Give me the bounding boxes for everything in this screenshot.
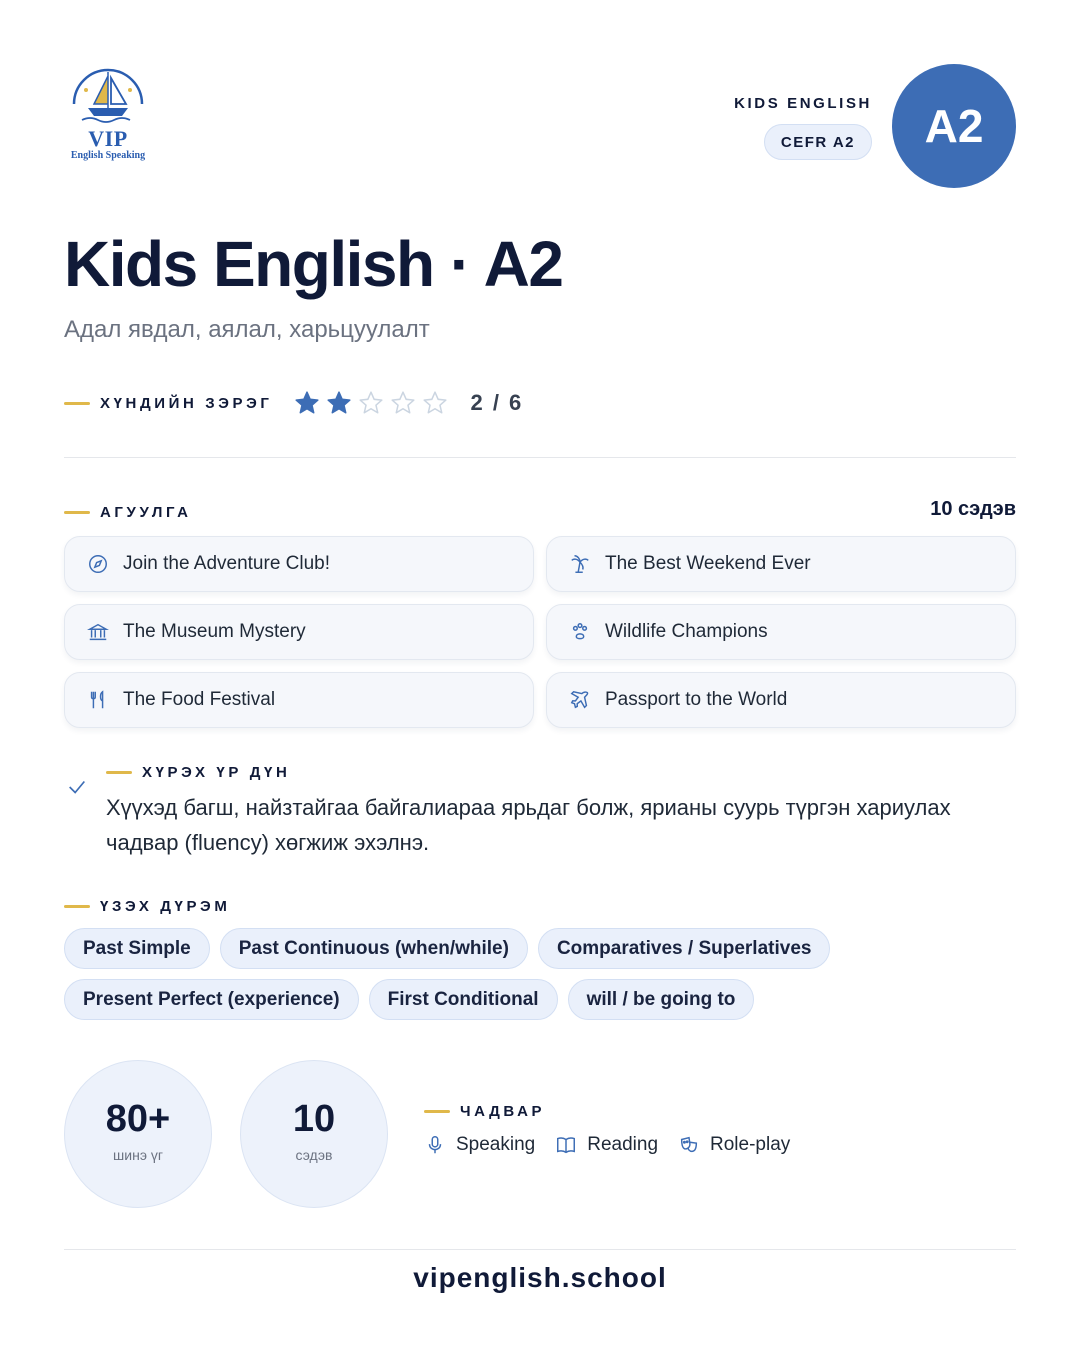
vip-logo [62,64,156,164]
skills-list [424,1134,810,1156]
topic-card [64,672,534,728]
star-filled-icon [294,390,320,416]
skills-label [424,1103,545,1120]
accent-dash [64,511,90,514]
outcome-label-text: ХҮРЭХ ҮР ДҮН [142,764,291,781]
difficulty-label [64,395,272,412]
accent-dash [106,771,132,774]
grammar-label [64,898,230,915]
stat-caption: шинэ үг [113,1147,163,1163]
museum-icon [87,621,109,643]
skill-item [555,1134,658,1156]
divider [64,457,1016,458]
palm-tree-icon [569,553,591,575]
microphone-icon [424,1134,446,1156]
star-empty-icon [358,390,384,416]
grammar-pill: First Conditional [369,979,558,1020]
grammar-pills [64,928,1016,1020]
difficulty-rating [64,388,523,418]
topic-card [546,536,1016,592]
logo-subtext: English Speaking [70,150,146,161]
stat-value: 80+ [105,1098,171,1140]
plane-icon [569,689,591,711]
book-icon [555,1134,577,1156]
star-filled-icon [326,390,352,416]
skill-label: Role-play [710,1134,791,1155]
topic-label: Wildlife Champions [605,621,768,642]
paw-icon [569,621,591,643]
grammar-pill: will / be going to [568,979,755,1020]
skill-item [424,1134,535,1156]
sailboat-logo-icon [68,64,148,126]
topic-label: The Best Weekend Ever [605,553,811,574]
stat-caption: сэдэв [295,1147,333,1163]
topic-grid [64,536,1016,728]
difficulty-label-text: ХҮНДИЙН ЗЭРЭГ [100,394,273,412]
skill-item [678,1134,790,1156]
stat-topics [240,1060,388,1208]
compass-icon [87,553,109,575]
topic-label: The Museum Mystery [123,621,306,642]
logo-text: VIP [88,126,128,151]
skills-label-text: ЧАДВАР [460,1103,546,1120]
contents-label [64,504,192,521]
utensils-icon [87,689,109,711]
outcome-text: Хүүхэд багш, найзтайгаа байгалиараа ярьдаг болж, ярианы суурь түргэн хариулах чадвар (fluency) хөгжиж эхэлнэ. [106,795,951,855]
stat-vocabulary [64,1060,212,1208]
contents-label-text: АГУУЛГА [100,504,192,521]
grammar-label-text: ҮЗЭХ ДҮРЭМ [100,898,231,915]
level-badge: A2 [892,64,1016,188]
grammar-pill: Past Simple [64,928,210,969]
check-icon [66,776,88,798]
topic-card [64,604,534,660]
page-title: Kids English · A2 [64,228,563,300]
topic-card [64,536,534,592]
accent-dash [64,905,90,908]
outcome-label [106,764,290,781]
topic-label: Passport to the World [605,689,788,710]
difficulty-value: 2 / 6 [470,390,524,415]
topic-card [546,672,1016,728]
topic-label: The Food Festival [123,689,276,710]
star-empty-icon [390,390,416,416]
grammar-pill: Present Perfect (experience) [64,979,359,1020]
skill-label: Reading [587,1134,659,1155]
grammar-pill: Past Continuous (when/while) [220,928,528,969]
theater-mask-icon [678,1134,700,1156]
star-rating [294,390,454,416]
footer-divider [64,1249,1016,1250]
topic-card [546,604,1016,660]
topic-label: Join the Adventure Club! [123,553,331,574]
grammar-pill: Comparatives / Superlatives [538,928,831,969]
skill-label: Speaking [456,1134,536,1155]
accent-dash [64,402,90,405]
page-subtitle: Адал явдал, аялал, харьцуулалт [64,316,430,343]
stat-value: 10 [292,1098,336,1140]
cefr-badge: CEFR A2 [764,124,872,160]
program-header [734,94,872,160]
star-empty-icon [422,390,448,416]
accent-dash [424,1110,450,1113]
program-kicker: KIDS ENGLISH [734,95,872,112]
topic-count: 10 сэдэв [930,498,1016,520]
footer-website: vipenglish.school [413,1262,667,1293]
